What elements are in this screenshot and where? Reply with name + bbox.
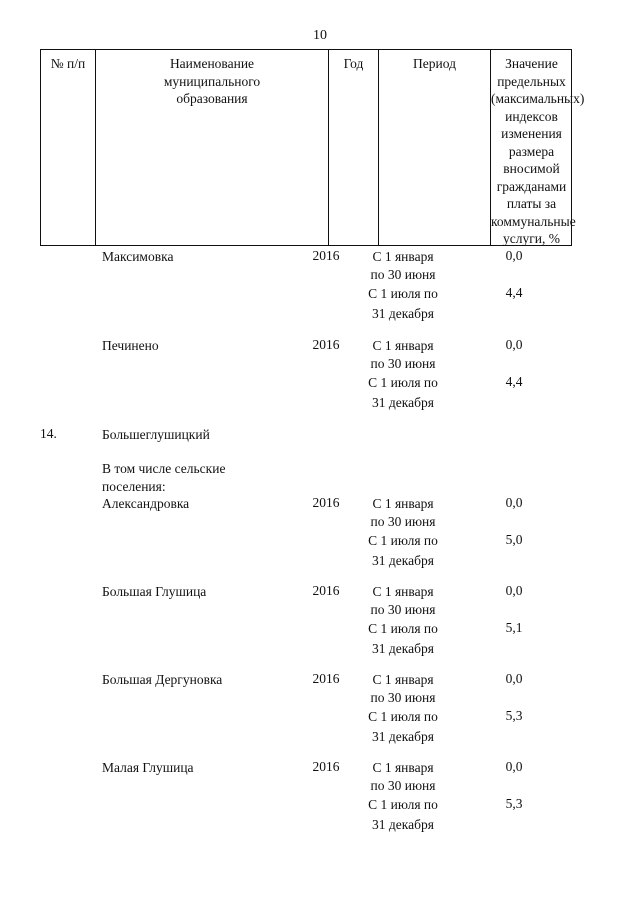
header-col-value-line: платы за bbox=[506, 196, 557, 211]
period-line: по 30 июня bbox=[370, 601, 436, 617]
period-line: С 1 января bbox=[372, 496, 434, 511]
row-value-2: 4,4 bbox=[505, 285, 523, 300]
period-line: С 1 июля по bbox=[368, 286, 438, 301]
row-period-1 bbox=[355, 337, 451, 372]
period-line: С 1 июля по bbox=[368, 533, 438, 548]
header-col-value-line: коммунальные bbox=[491, 213, 576, 229]
header-col-value-line: индексов bbox=[505, 108, 558, 124]
row-period-1 bbox=[355, 759, 451, 794]
header-col-year: Год bbox=[329, 50, 379, 245]
period-line: С 1 июля по bbox=[368, 797, 438, 812]
header-col-name-line: муниципального bbox=[163, 73, 261, 89]
period-line: по 30 июня bbox=[370, 513, 436, 529]
header-col-name bbox=[96, 50, 329, 245]
period-line: по 30 июня bbox=[370, 266, 436, 282]
table-header bbox=[40, 49, 585, 246]
row-name: Малая Глушица bbox=[102, 760, 194, 775]
period-line: по 30 июня bbox=[370, 355, 436, 371]
period-line: 31 декабря bbox=[372, 640, 434, 656]
row-value-2: 5,0 bbox=[505, 532, 523, 547]
period-line: 31 декабря bbox=[372, 394, 434, 410]
row-name: Александровка bbox=[102, 496, 190, 511]
header-col-value-line: вносимой bbox=[503, 161, 560, 176]
header-col-number: № п/п bbox=[41, 50, 96, 245]
page-number: 10 bbox=[313, 28, 327, 43]
period-line: 31 декабря bbox=[372, 552, 434, 568]
row-year: 2016 bbox=[312, 583, 340, 598]
header-col-name-line: Наименование bbox=[169, 56, 255, 71]
row-period-2 bbox=[355, 285, 451, 322]
row-value-1: 0,0 bbox=[505, 495, 523, 510]
period-line: по 30 июня bbox=[370, 689, 436, 705]
row-period-2 bbox=[355, 620, 451, 657]
row-value-1: 0,0 bbox=[505, 337, 523, 352]
header-col-value-line: Значение bbox=[505, 56, 558, 71]
header-col-name-line: образования bbox=[176, 91, 248, 106]
period-line: С 1 июля по bbox=[368, 375, 438, 390]
row-period-1 bbox=[355, 671, 451, 706]
row-value-1: 0,0 bbox=[505, 671, 523, 686]
row-name: Печинено bbox=[102, 338, 159, 353]
header-col-value-line: предельных bbox=[497, 73, 566, 89]
period-line: С 1 января bbox=[372, 672, 434, 687]
section-name: Большеглушицкий bbox=[102, 427, 210, 442]
period-line: 31 декабря bbox=[372, 728, 434, 744]
row-period-1 bbox=[355, 495, 451, 530]
row-name: Максимовка bbox=[102, 249, 174, 264]
header-col-value-line: услуги, % bbox=[503, 231, 560, 246]
row-period-2 bbox=[355, 532, 451, 569]
period-line: С 1 января bbox=[372, 338, 434, 353]
row-year: 2016 bbox=[312, 495, 340, 510]
row-period-2 bbox=[355, 708, 451, 745]
section-subtitle-line: поселения: bbox=[102, 478, 166, 494]
row-period-1 bbox=[355, 248, 451, 283]
row-year: 2016 bbox=[312, 248, 340, 263]
period-line: С 1 июля по bbox=[368, 621, 438, 636]
row-value-1: 0,0 bbox=[505, 248, 523, 263]
period-line: по 30 июня bbox=[370, 777, 436, 793]
row-period-2 bbox=[355, 374, 451, 411]
row-value-2: 5,3 bbox=[505, 708, 523, 723]
header-col-value-line: размера bbox=[508, 143, 555, 159]
period-line: С 1 июля по bbox=[368, 709, 438, 724]
period-line: 31 декабря bbox=[372, 305, 434, 321]
row-year: 2016 bbox=[312, 759, 340, 774]
period-line: 31 декабря bbox=[372, 816, 434, 832]
row-value-1: 0,0 bbox=[505, 759, 523, 774]
row-year: 2016 bbox=[312, 337, 340, 352]
header-col-value bbox=[491, 50, 585, 246]
header-col-value-line: (максимальных) bbox=[491, 91, 585, 106]
period-line: С 1 января bbox=[372, 760, 434, 775]
section-subtitle-line: В том числе сельские bbox=[102, 461, 226, 476]
header-col-value-line: гражданами bbox=[496, 178, 567, 194]
row-value-2: 4,4 bbox=[505, 374, 523, 389]
row-name: Большая Глушица bbox=[102, 584, 207, 599]
row-value-1: 0,0 bbox=[505, 583, 523, 598]
period-line: С 1 января bbox=[372, 249, 434, 264]
header-col-value-line: изменения bbox=[501, 126, 562, 141]
row-year: 2016 bbox=[312, 671, 340, 686]
row-period-1 bbox=[355, 583, 451, 618]
header-col-period: Период bbox=[379, 50, 491, 245]
row-value-2: 5,3 bbox=[505, 796, 523, 811]
section-number: 14. bbox=[40, 426, 57, 441]
section-subtitle bbox=[102, 460, 225, 495]
row-value-2: 5,1 bbox=[505, 620, 523, 635]
row-period-2 bbox=[355, 796, 451, 833]
row-name: Большая Дергуновка bbox=[102, 672, 223, 687]
period-line: С 1 января bbox=[372, 584, 434, 599]
